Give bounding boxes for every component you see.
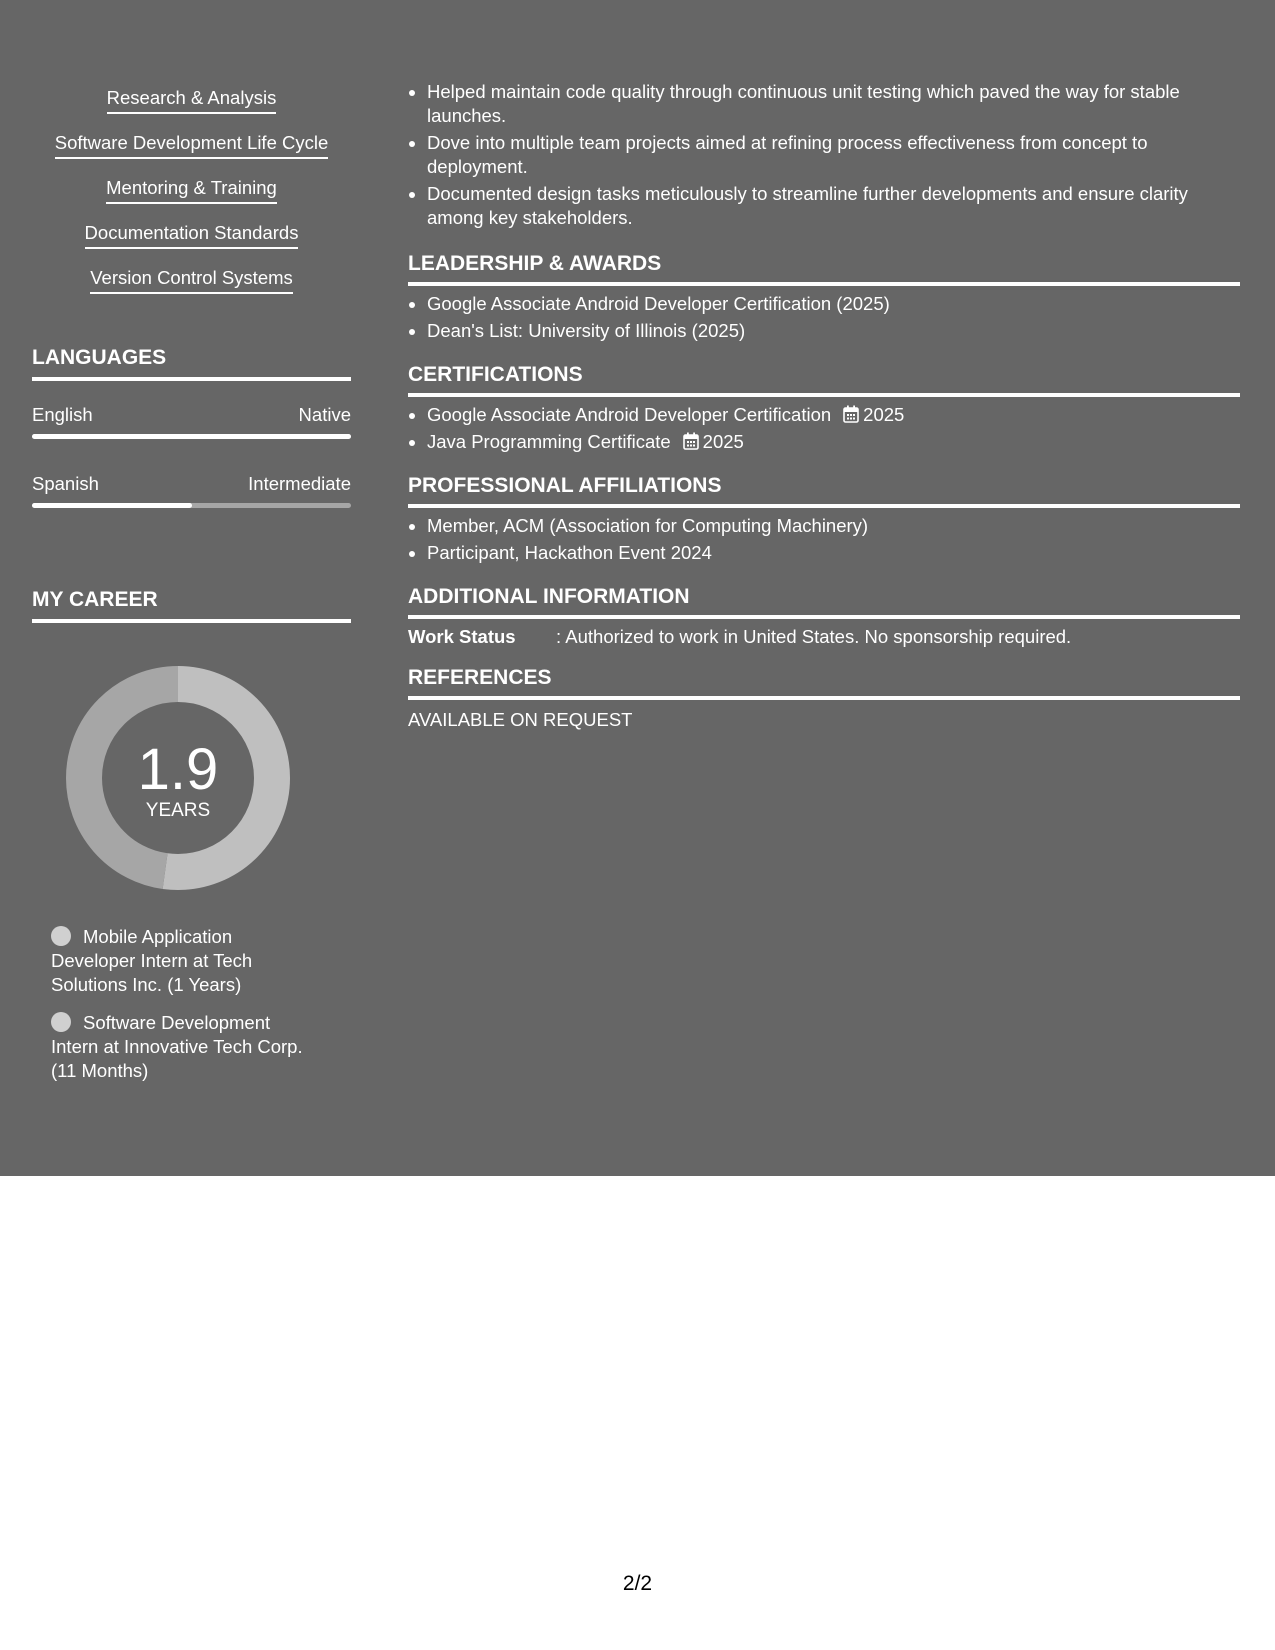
- career-legend-label: Software Development Intern at Innovative Tech Corp. (11 Months): [51, 1012, 303, 1081]
- additional-info-heading: ADDITIONAL INFORMATION: [408, 584, 1240, 619]
- certification-name: Google Associate Android Developer Certification: [427, 404, 832, 425]
- calendar-icon: [683, 432, 699, 450]
- career-total-value: 1.9: [137, 737, 219, 802]
- certification-item: [427, 403, 1240, 427]
- skill-item: Software Development Life Cycle: [55, 131, 329, 159]
- language-bar-spanish: [32, 503, 351, 508]
- work-status-value: : Authorized to work in United States. No sponsorship required.: [556, 626, 1072, 647]
- skill-item: Research & Analysis: [107, 86, 277, 114]
- page-number: 2/2: [622, 1572, 653, 1595]
- legend-dot-icon: [51, 1012, 71, 1032]
- certification-name: Java Programming Certificate: [427, 431, 671, 452]
- skill-item: Documentation Standards: [85, 221, 299, 249]
- leadership-list: [408, 292, 1240, 346]
- certification-year: 2025: [702, 431, 744, 452]
- leadership-heading: LEADERSHIP & AWARDS: [408, 251, 1240, 286]
- career-legend-label: Mobile Application Developer Intern at Tech Solutions Inc. (1 Years): [51, 926, 253, 995]
- affiliations-list: [408, 514, 1240, 568]
- career-total: [66, 666, 290, 890]
- affiliation-item: • Participant, Hackathon Event 2024: [427, 541, 1240, 565]
- career-heading: MY CAREER: [32, 587, 351, 623]
- certifications-heading: CERTIFICATIONS: [408, 362, 1240, 397]
- references-text: AVAILABLE ON REQUEST: [408, 709, 633, 730]
- career-legend-item: [51, 1011, 319, 1083]
- calendar-icon: [843, 405, 859, 423]
- experience-bullet: • Dove into multiple team projects aimed at refining process effectiveness from concept to deployment.: [427, 131, 1240, 179]
- experience-bullet: • Documented design tasks meticulously to streamline further developments and ensure clarity among key stakeholders.: [427, 182, 1240, 230]
- language-name: Spanish: [32, 473, 99, 494]
- languages-heading: LANGUAGES: [32, 345, 351, 381]
- leadership-item: • Google Associate Android Developer Certification (2025): [427, 292, 1240, 316]
- skills-list: [32, 86, 351, 311]
- skill-item: Mentoring & Training: [106, 176, 277, 204]
- affiliations-heading: PROFESSIONAL AFFILIATIONS: [408, 473, 1240, 508]
- language-name: English: [32, 404, 93, 425]
- work-status-row: [408, 625, 1240, 649]
- leadership-item: • Dean's List: University of Illinois (2025): [427, 319, 1240, 343]
- language-level: Native: [298, 404, 351, 425]
- language-row-english: [32, 403, 351, 427]
- certifications-list: [408, 403, 1240, 457]
- language-bar-english: [32, 434, 351, 439]
- career-total-unit: YEARS: [145, 800, 211, 821]
- language-row-spanish: [32, 472, 351, 496]
- affiliation-item: • Member, ACM (Association for Computing Machinery): [427, 514, 1240, 538]
- language-level: Intermediate: [248, 473, 351, 494]
- experience-bullets: [408, 80, 1240, 233]
- experience-bullet: • Helped maintain code quality through continuous unit testing which paved the way for stable launches.: [427, 80, 1240, 128]
- language-bar-fill: [32, 434, 351, 439]
- references-heading: REFERENCES: [408, 665, 1240, 700]
- career-legend-item: [51, 925, 319, 997]
- legend-dot-icon: [51, 926, 71, 946]
- skill-item: Version Control Systems: [90, 266, 293, 294]
- certification-year: 2025: [863, 404, 905, 425]
- certification-item: [427, 430, 1240, 454]
- language-bar-fill: [32, 503, 192, 508]
- work-status-label: Work Status: [408, 626, 516, 647]
